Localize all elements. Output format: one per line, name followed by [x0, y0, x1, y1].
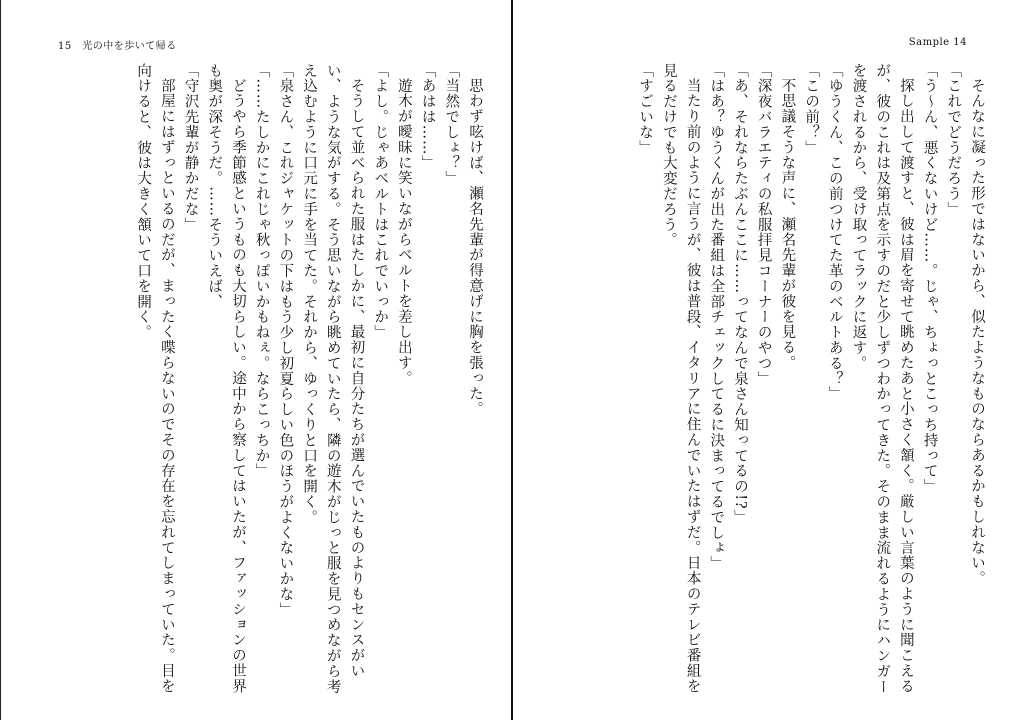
paragraph: 「はあ？ゆうくんが出た番組は全部チェックしてるに決まってるでしょ」 — [708, 63, 725, 572]
paragraph: 「深夜バラエティの私服拝見コーナーのやつ」 — [755, 63, 772, 387]
paragraph: 「ゆうくん、この前つけてた革のベルトある？」 — [826, 63, 843, 402]
right-page-body — [568, 63, 988, 703]
paragraph: 遊木が曖昧に笑いながらベルトを差し出す。 — [395, 77, 412, 386]
paragraph: そうして並べられた服はたしかに、最初に自分たちが選んでいたものよりもセンスがいい、ような気がする。そう思いながら眺めていたら、隣の遊木がじっと服を見つめながら考え込むように口元に手を当てた。それから、ゆっくりと口を開く。 — [301, 63, 365, 695]
paragraph: 「泉さん、これジャケットの下はもう少し初夏らしい色のほうがよくないかな」 — [277, 63, 294, 618]
paragraph: 探し出して渡すと、彼は眉を寄せて眺めたあと小さく頷く。厳しい言葉のように聞こえるが、彼のこれは及第点を示すのだと少しずつわかってきた。そのまま流れるようにハンガーを渡されるから、受け取ってラックに返す。 — [850, 63, 914, 695]
paragraph: 「よし。じゃあベルトはこれでいっか」 — [372, 63, 389, 341]
paragraph: 「う～ん、悪くないけど……。じゃ、ちょっとこっち持って」 — [921, 63, 938, 495]
paragraph: 「すごいな」 — [637, 63, 654, 156]
paragraph: 「この前？」 — [803, 63, 820, 156]
paragraph: そんなに凝った形ではないから、似たようなものならあるかもしれない。 — [969, 77, 985, 586]
paragraph: 「当然でしょ？」 — [443, 63, 460, 187]
paragraph: 部屋にはずっといるのだが、まったく喋らないのでその存在を忘れてしまっていた。目を向けると、彼は大きく頷いて口を開く。 — [135, 63, 175, 694]
paragraph: 「これでどうだろう」 — [945, 63, 962, 217]
paragraph: 「……たしかにこれじゃ秋っぽいかもねぇ。ならこっちか」 — [253, 63, 270, 479]
paragraph: 思わず呟けば、瀬名先輩が得意げに胸を張った。 — [467, 77, 483, 417]
paragraph: 不思議そうな声に、瀬名先輩が彼を見る。 — [779, 77, 796, 371]
paragraph: 「あはは……」 — [419, 63, 436, 171]
paragraph: 当たり前のように言うが、彼は普段、イタリアに住んでいたはずだ。日本のテレビ番組を見るだけでも大変だろう。 — [660, 63, 701, 694]
paragraph: どうやら季節感というものも大切らしい。途中から察してはいたが、ファッションの世界も奥が深そうだ。……そういえば、 — [206, 63, 246, 694]
left-page-body — [66, 63, 486, 703]
page-header-right: Sample 14 — [908, 37, 967, 48]
paragraph: 「守沢先輩が静かだな」 — [182, 63, 199, 233]
paragraph: 「あ、それならたぶんここに……ってなんで泉さん知ってるの!?」 — [731, 63, 748, 526]
right-page — [513, 0, 1024, 720]
page-header-left: 15 光の中を歩いて帰る — [58, 41, 177, 52]
